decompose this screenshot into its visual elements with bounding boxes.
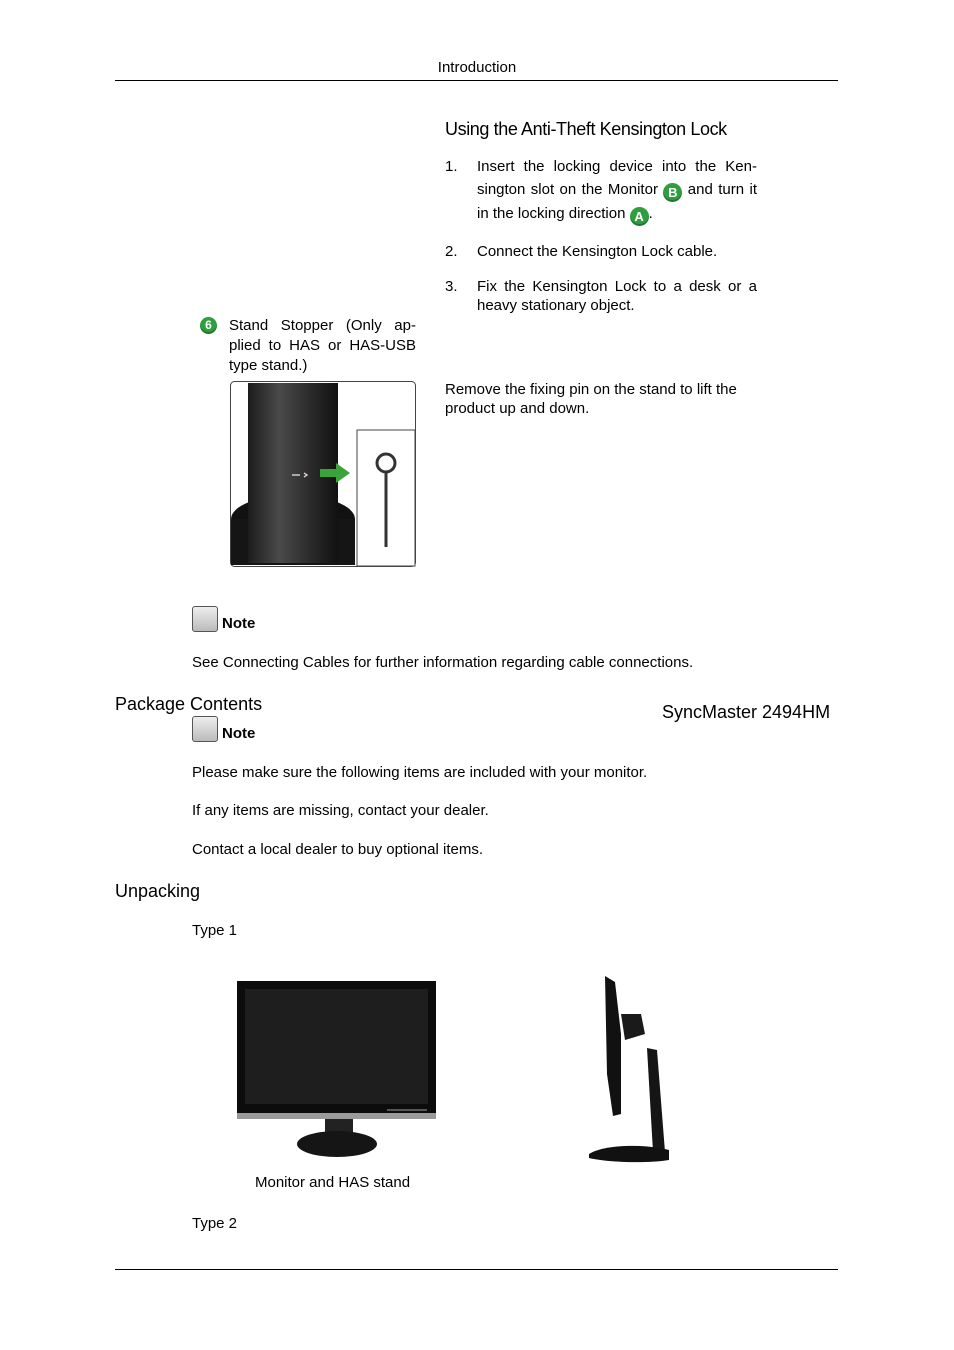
step-text: Connect the Kensington Lock cable.	[477, 243, 718, 260]
note-block	[192, 606, 255, 633]
page-header: Introduction	[437, 59, 517, 76]
kensington-heading: Using the Anti-Theft Kensington Lock	[445, 119, 727, 139]
package-contents-heading: Package Contents	[115, 694, 263, 714]
step-1	[445, 155, 757, 226]
monitor-side-image	[585, 974, 675, 1164]
monitor-front-image	[237, 981, 437, 1161]
badge-6-icon: 6	[200, 317, 217, 334]
stand-stopper-caption: Stand Stopper (Only ap-plied to HAS or HAS-USB type stand.)	[229, 317, 416, 374]
step-number: 3.	[445, 278, 458, 295]
package-note	[192, 716, 255, 743]
header-rule	[115, 80, 838, 81]
stand-stopper-image	[230, 381, 415, 566]
package-line: Contact a local dealer to buy optional items.	[192, 841, 483, 858]
package-line: Please make sure the following items are included with your monitor.	[192, 764, 648, 781]
step-text-end: .	[648, 205, 653, 222]
package-line: If any items are missing, contact your dealer.	[192, 802, 489, 819]
model-name: SyncMaster 2494HM	[662, 702, 831, 722]
monitor-caption: Monitor and HAS stand	[255, 1174, 411, 1191]
note-label: Note	[222, 615, 256, 632]
badge-a-icon: A	[630, 207, 649, 226]
step-text-cont: and turn it in the locking direction	[477, 181, 757, 222]
step-2	[445, 242, 757, 261]
unpacking-heading: Unpacking	[115, 881, 201, 901]
step-text: Insert the locking device into the Ken-sington slot on the Monitor	[477, 158, 757, 198]
note-label: Note	[222, 725, 256, 742]
note-icon	[192, 716, 218, 742]
step-3	[445, 277, 757, 315]
step-number: 2.	[445, 243, 458, 260]
kensington-steps	[445, 155, 757, 331]
footer-rule	[115, 1269, 838, 1270]
type-2-label: Type 2	[192, 1215, 238, 1232]
type-1-label: Type 1	[192, 922, 238, 939]
step-text: Fix the Kensington Lock to a desk or a heavy stationary object.	[477, 278, 757, 314]
badge-b-icon: B	[663, 183, 682, 202]
note-text: See Connecting Cables for further information regarding cable connections.	[192, 654, 694, 671]
stand-stopper-description: Remove the fixing pin on the stand to lift the product up and down.	[445, 381, 737, 417]
step-number: 1.	[445, 158, 458, 175]
note-icon	[192, 606, 218, 632]
